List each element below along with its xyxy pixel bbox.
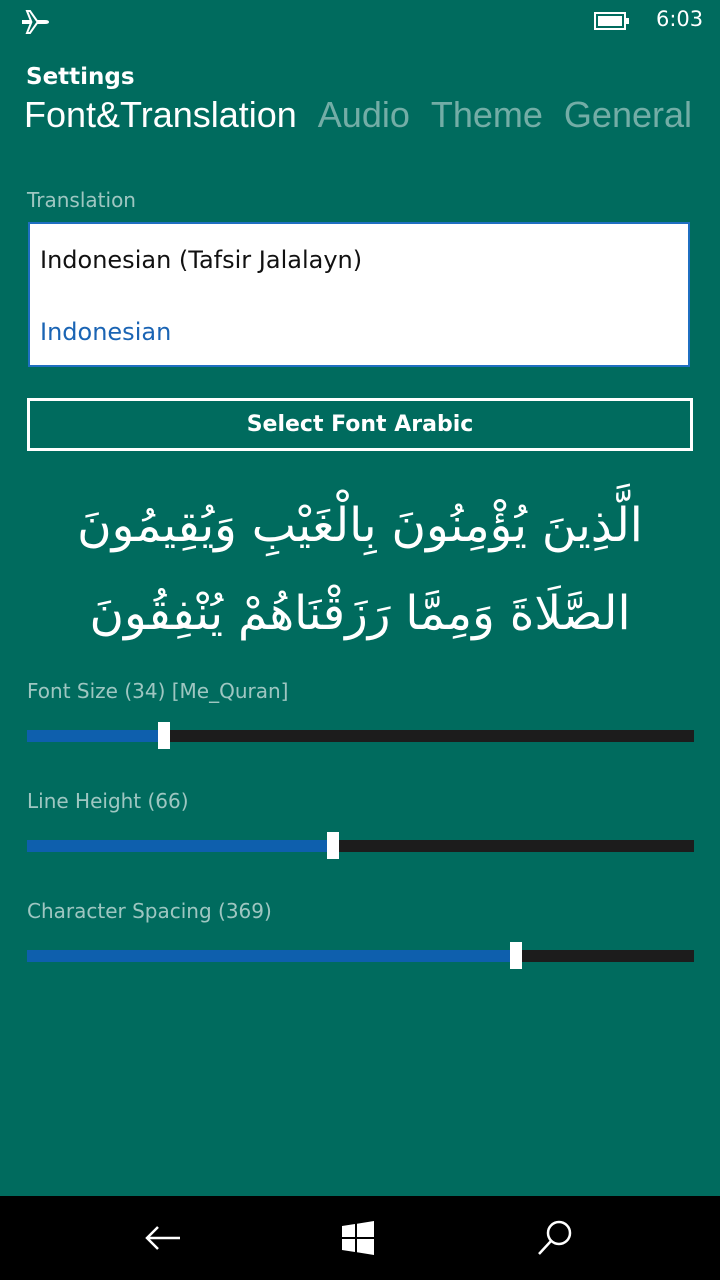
arabic-preview: [40, 482, 680, 658]
translation-listbox[interactable]: [28, 222, 690, 367]
slider-fill: [27, 730, 164, 742]
character-spacing-label: Character Spacing (369): [27, 899, 272, 923]
search-icon[interactable]: [531, 1214, 579, 1262]
pivot-header: [24, 94, 713, 136]
slider-thumb[interactable]: [158, 722, 170, 749]
font-size-slider[interactable]: [27, 722, 694, 750]
tab-general[interactable]: General: [563, 94, 692, 135]
slider-fill: [27, 840, 333, 852]
arabic-line-2: الصَّلَاةَ وَمِمَّا رَزَقْنَاهُمْ يُنْفِقُونَ: [89, 586, 631, 641]
tab-font-translation[interactable]: Font&Translation: [24, 94, 297, 135]
character-spacing-slider[interactable]: [27, 942, 694, 970]
translation-option-selected[interactable]: Indonesian: [40, 318, 172, 346]
clock: 6:03: [656, 7, 704, 31]
select-font-button[interactable]: Select Font Arabic: [27, 398, 693, 451]
slider-thumb[interactable]: [327, 832, 339, 859]
arabic-line-1: الَّذِينَ يُؤْمِنُونَ بِالْغَيْبِ وَيُقِيمُونَ: [77, 498, 643, 553]
tab-theme[interactable]: Theme: [430, 94, 543, 135]
font-size-label: Font Size (34) [Me_Quran]: [27, 679, 289, 703]
status-bar: [0, 0, 720, 42]
airplane-icon: [20, 7, 50, 35]
slider-fill: [27, 950, 516, 962]
tab-audio[interactable]: Audio: [317, 94, 410, 135]
battery-icon: [594, 12, 630, 30]
line-height-slider[interactable]: [27, 832, 694, 860]
app-title: Settings: [26, 64, 135, 90]
windows-logo-icon[interactable]: [334, 1214, 382, 1262]
back-arrow-icon[interactable]: [140, 1214, 188, 1262]
navigation-bar: [0, 1196, 720, 1280]
translation-label: Translation: [27, 188, 136, 212]
translation-option[interactable]: Indonesian (Tafsir Jalalayn): [40, 246, 363, 274]
slider-thumb[interactable]: [510, 942, 522, 969]
line-height-label: Line Height (66): [27, 789, 189, 813]
